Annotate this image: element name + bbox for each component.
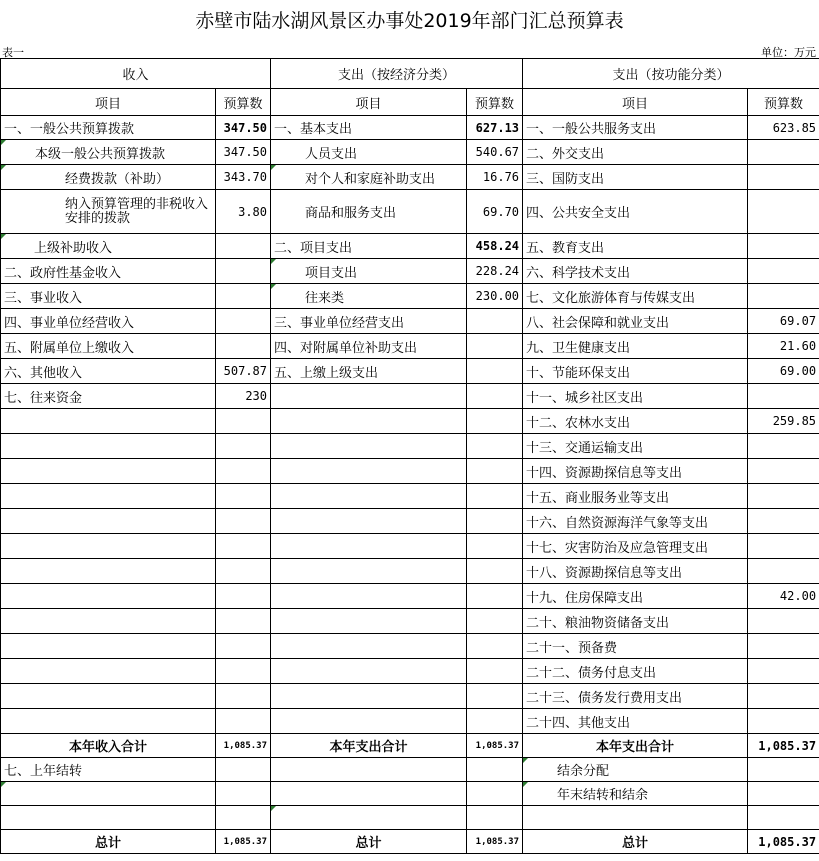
income-budget-cell — [216, 459, 271, 484]
func-budget-cell — [748, 484, 819, 509]
income-carry-cell: 七、上年结转 — [1, 758, 216, 782]
func-budget-cell — [748, 709, 819, 734]
econ-budget-cell — [467, 634, 523, 659]
func-budget-cell — [748, 509, 819, 534]
func-budget-cell — [748, 140, 819, 165]
econ-item-cell — [271, 459, 467, 484]
econ-budget-cell — [467, 334, 523, 359]
func-item-cell: 十二、农林水支出 — [523, 409, 748, 434]
econ-budget-cell — [467, 709, 523, 734]
table-row — [1, 484, 819, 509]
unit-label: 单位：万元 — [761, 46, 816, 59]
func-budget-cell — [748, 259, 819, 284]
func-item-cell: 九、卫生健康支出 — [523, 334, 748, 359]
table-row — [1, 634, 819, 659]
func-carry-value — [748, 758, 819, 782]
table-row — [1, 384, 819, 409]
func-carry-cell — [523, 806, 748, 830]
func-item-cell: 十三、交通运输支出 — [523, 434, 748, 459]
econ-item-cell — [271, 434, 467, 459]
income-budget-cell — [216, 534, 271, 559]
econ-grand-total-value: 1,085.37 — [467, 830, 523, 854]
table-row — [1, 509, 819, 534]
econ-budget-cell: 230.00 — [467, 284, 523, 309]
income-budget-cell: 3.80 — [216, 190, 271, 234]
econ-item-header: 项目 — [271, 89, 467, 116]
income-item-cell: 四、事业单位经营收入 — [1, 309, 216, 334]
econ-budget-cell: 540.67 — [467, 140, 523, 165]
econ-budget-cell — [467, 684, 523, 709]
econ-budget-header: 预算数 — [467, 89, 523, 116]
econ-item-cell — [271, 634, 467, 659]
econ-grand-total-label: 总计 — [271, 830, 467, 854]
table-row — [1, 609, 819, 634]
table-row — [1, 309, 819, 334]
func-item-cell: 十五、商业服务业等支出 — [523, 484, 748, 509]
income-budget-header: 预算数 — [216, 89, 271, 116]
income-carry-cell — [1, 806, 216, 830]
func-item-cell: 六、科学技术支出 — [523, 259, 748, 284]
table-row — [1, 359, 819, 384]
income-budget-cell — [216, 309, 271, 334]
func-item-cell: 八、社会保障和就业支出 — [523, 309, 748, 334]
func-year-total-label: 本年支出合计 — [523, 734, 748, 758]
year-total-row — [1, 734, 819, 758]
func-carry-value — [748, 782, 819, 806]
table-row — [1, 234, 819, 259]
income-budget-cell: 343.70 — [216, 165, 271, 190]
income-item-cell: 六、其他收入 — [1, 359, 216, 384]
income-item-cell — [1, 709, 216, 734]
income-item-cell — [1, 559, 216, 584]
func-budget-cell — [748, 384, 819, 409]
income-item-cell: 三、事业收入 — [1, 284, 216, 309]
income-item-cell: 经费拨款（补助） — [1, 165, 216, 190]
econ-budget-cell: 627.13 — [467, 116, 523, 140]
income-item-cell — [1, 534, 216, 559]
func-budget-cell: 259.85 — [748, 409, 819, 434]
func-budget-cell — [748, 634, 819, 659]
econ-carry-cell — [271, 758, 467, 782]
func-budget-cell — [748, 190, 819, 234]
income-carry-value — [216, 782, 271, 806]
econ-item-cell — [271, 409, 467, 434]
income-budget-cell — [216, 509, 271, 534]
income-grand-total-value: 1,085.37 — [216, 830, 271, 854]
econ-budget-cell — [467, 434, 523, 459]
income-year-total-label: 本年收入合计 — [1, 734, 216, 758]
func-budget-cell: 21.60 — [748, 334, 819, 359]
table-number: 表一 — [2, 46, 24, 59]
econ-item-cell: 二、项目支出 — [271, 234, 467, 259]
income-item-cell: 纳入预算管理的非税收入安排的拨款 — [1, 190, 216, 234]
econ-item-cell — [271, 709, 467, 734]
func-budget-cell — [748, 534, 819, 559]
income-item-cell — [1, 434, 216, 459]
table-row — [1, 409, 819, 434]
income-item-cell — [1, 584, 216, 609]
table-row — [1, 116, 819, 140]
table-row — [1, 709, 819, 734]
econ-budget-cell — [467, 409, 523, 434]
econ-carry-value — [467, 806, 523, 830]
income-item-header: 项目 — [1, 89, 216, 116]
econ-carry-cell — [271, 782, 467, 806]
income-item-cell: 一、一般公共预算拨款 — [1, 116, 216, 140]
income-budget-cell: 230 — [216, 384, 271, 409]
income-budget-cell — [216, 284, 271, 309]
econ-item-cell — [271, 559, 467, 584]
func-item-cell: 一、一般公共服务支出 — [523, 116, 748, 140]
econ-item-cell: 项目支出 — [271, 259, 467, 284]
econ-budget-cell — [467, 509, 523, 534]
income-budget-cell — [216, 434, 271, 459]
income-carry-value — [216, 806, 271, 830]
table-row — [1, 684, 819, 709]
budget-table — [0, 58, 819, 854]
econ-budget-cell — [467, 459, 523, 484]
carry-row — [1, 758, 819, 782]
income-section-header: 收入 — [1, 59, 271, 89]
income-budget-cell — [216, 559, 271, 584]
func-grand-total-value: 1,085.37 — [748, 830, 819, 854]
func-grand-total-label: 总计 — [523, 830, 748, 854]
func-budget-cell — [748, 459, 819, 484]
econ-budget-cell — [467, 534, 523, 559]
econ-budget-cell — [467, 359, 523, 384]
func-item-cell: 三、国防支出 — [523, 165, 748, 190]
econ-item-cell: 五、上缴上级支出 — [271, 359, 467, 384]
func-item-cell: 五、教育支出 — [523, 234, 748, 259]
income-budget-cell — [216, 709, 271, 734]
func-budget-header: 预算数 — [748, 89, 819, 116]
income-item-cell — [1, 659, 216, 684]
income-item-cell: 五、附属单位上缴收入 — [1, 334, 216, 359]
func-budget-cell: 69.07 — [748, 309, 819, 334]
income-grand-total-label: 总计 — [1, 830, 216, 854]
table-row — [1, 140, 819, 165]
econ-budget-cell — [467, 384, 523, 409]
func-budget-cell — [748, 165, 819, 190]
econ-item-cell: 对个人和家庭补助支出 — [271, 165, 467, 190]
econ-item-cell: 一、基本支出 — [271, 116, 467, 140]
func-item-header: 项目 — [523, 89, 748, 116]
income-budget-cell — [216, 334, 271, 359]
income-item-cell: 本级一般公共预算拨款 — [1, 140, 216, 165]
econ-budget-cell — [467, 584, 523, 609]
func-budget-cell — [748, 684, 819, 709]
func-budget-cell — [748, 284, 819, 309]
func-budget-cell — [748, 234, 819, 259]
income-item-cell: 七、往来资金 — [1, 384, 216, 409]
econ-budget-cell — [467, 484, 523, 509]
func-budget-cell — [748, 659, 819, 684]
income-budget-cell — [216, 659, 271, 684]
func-year-total-value: 1,085.37 — [748, 734, 819, 758]
income-item-cell — [1, 459, 216, 484]
income-item-cell — [1, 484, 216, 509]
econ-budget-cell — [467, 309, 523, 334]
table-row — [1, 284, 819, 309]
func-section-header: 支出（按功能分类） — [523, 59, 819, 89]
econ-budget-cell: 458.24 — [467, 234, 523, 259]
carry-row — [1, 806, 819, 830]
income-item-cell — [1, 509, 216, 534]
econ-item-cell — [271, 684, 467, 709]
econ-item-cell — [271, 584, 467, 609]
income-budget-cell — [216, 409, 271, 434]
econ-budget-cell: 69.70 — [467, 190, 523, 234]
econ-budget-cell — [467, 609, 523, 634]
carry-row — [1, 782, 819, 806]
income-year-total-value: 1,085.37 — [216, 734, 271, 758]
func-item-cell: 十一、城乡社区支出 — [523, 384, 748, 409]
table-row — [1, 584, 819, 609]
econ-item-cell: 三、事业单位经营支出 — [271, 309, 467, 334]
income-item-cell: 二、政府性基金收入 — [1, 259, 216, 284]
table-row — [1, 165, 819, 190]
income-item-cell — [1, 409, 216, 434]
func-carry-value — [748, 806, 819, 830]
func-item-cell: 十七、灾害防治及应急管理支出 — [523, 534, 748, 559]
income-item-cell — [1, 634, 216, 659]
econ-item-cell — [271, 484, 467, 509]
econ-budget-cell: 16.76 — [467, 165, 523, 190]
page-title: 赤壁市陆水湖风景区办事处2019年部门汇总预算表 — [195, 10, 624, 32]
table-row — [1, 559, 819, 584]
econ-year-total-value: 1,085.37 — [467, 734, 523, 758]
func-item-cell: 二十三、债务发行费用支出 — [523, 684, 748, 709]
income-budget-cell — [216, 609, 271, 634]
income-carry-cell — [1, 782, 216, 806]
econ-item-cell — [271, 609, 467, 634]
econ-item-cell — [271, 534, 467, 559]
table-row — [1, 190, 819, 234]
income-budget-cell — [216, 584, 271, 609]
econ-item-cell — [271, 659, 467, 684]
func-item-cell: 四、公共安全支出 — [523, 190, 748, 234]
econ-item-cell — [271, 384, 467, 409]
income-budget-cell — [216, 259, 271, 284]
econ-carry-value — [467, 782, 523, 806]
econ-carry-value — [467, 758, 523, 782]
func-item-cell: 二十、粮油物资储备支出 — [523, 609, 748, 634]
func-carry-cell: 年末结转和结余 — [523, 782, 748, 806]
func-budget-cell — [748, 434, 819, 459]
econ-item-cell: 商品和服务支出 — [271, 190, 467, 234]
table-row — [1, 534, 819, 559]
table-row — [1, 259, 819, 284]
income-budget-cell: 347.50 — [216, 140, 271, 165]
income-budget-cell — [216, 484, 271, 509]
func-budget-cell: 42.00 — [748, 584, 819, 609]
func-budget-cell: 623.85 — [748, 116, 819, 140]
func-item-cell: 十九、住房保障支出 — [523, 584, 748, 609]
table-row — [1, 459, 819, 484]
econ-year-total-label: 本年支出合计 — [271, 734, 467, 758]
table-row — [1, 334, 819, 359]
income-budget-cell: 507.87 — [216, 359, 271, 384]
income-budget-cell — [216, 234, 271, 259]
func-item-cell: 二十一、预备费 — [523, 634, 748, 659]
func-budget-cell — [748, 609, 819, 634]
func-item-cell: 二、外交支出 — [523, 140, 748, 165]
econ-item-cell: 人员支出 — [271, 140, 467, 165]
econ-item-cell — [271, 509, 467, 534]
table-row — [1, 659, 819, 684]
income-item-cell — [1, 684, 216, 709]
econ-budget-cell: 228.24 — [467, 259, 523, 284]
func-carry-cell: 结余分配 — [523, 758, 748, 782]
func-item-cell: 七、文化旅游体育与传媒支出 — [523, 284, 748, 309]
func-item-cell: 十八、资源勘探信息等支出 — [523, 559, 748, 584]
econ-budget-cell — [467, 659, 523, 684]
func-budget-cell: 69.00 — [748, 359, 819, 384]
econ-item-cell: 四、对附属单位补助支出 — [271, 334, 467, 359]
econ-budget-cell — [467, 559, 523, 584]
grand-total-row — [1, 830, 819, 854]
func-item-cell: 十、节能环保支出 — [523, 359, 748, 384]
econ-carry-cell — [271, 806, 467, 830]
income-budget-cell: 347.50 — [216, 116, 271, 140]
econ-item-cell: 往来类 — [271, 284, 467, 309]
func-item-cell: 二十四、其他支出 — [523, 709, 748, 734]
func-item-cell: 二十二、债务付息支出 — [523, 659, 748, 684]
income-item-cell — [1, 609, 216, 634]
income-budget-cell — [216, 684, 271, 709]
func-item-cell: 十六、自然资源海洋气象等支出 — [523, 509, 748, 534]
income-item-cell: 上级补助收入 — [1, 234, 216, 259]
income-budget-cell — [216, 634, 271, 659]
func-item-cell: 十四、资源勘探信息等支出 — [523, 459, 748, 484]
table-row — [1, 434, 819, 459]
econ-section-header: 支出（按经济分类） — [271, 59, 523, 89]
income-carry-value — [216, 758, 271, 782]
func-budget-cell — [748, 559, 819, 584]
